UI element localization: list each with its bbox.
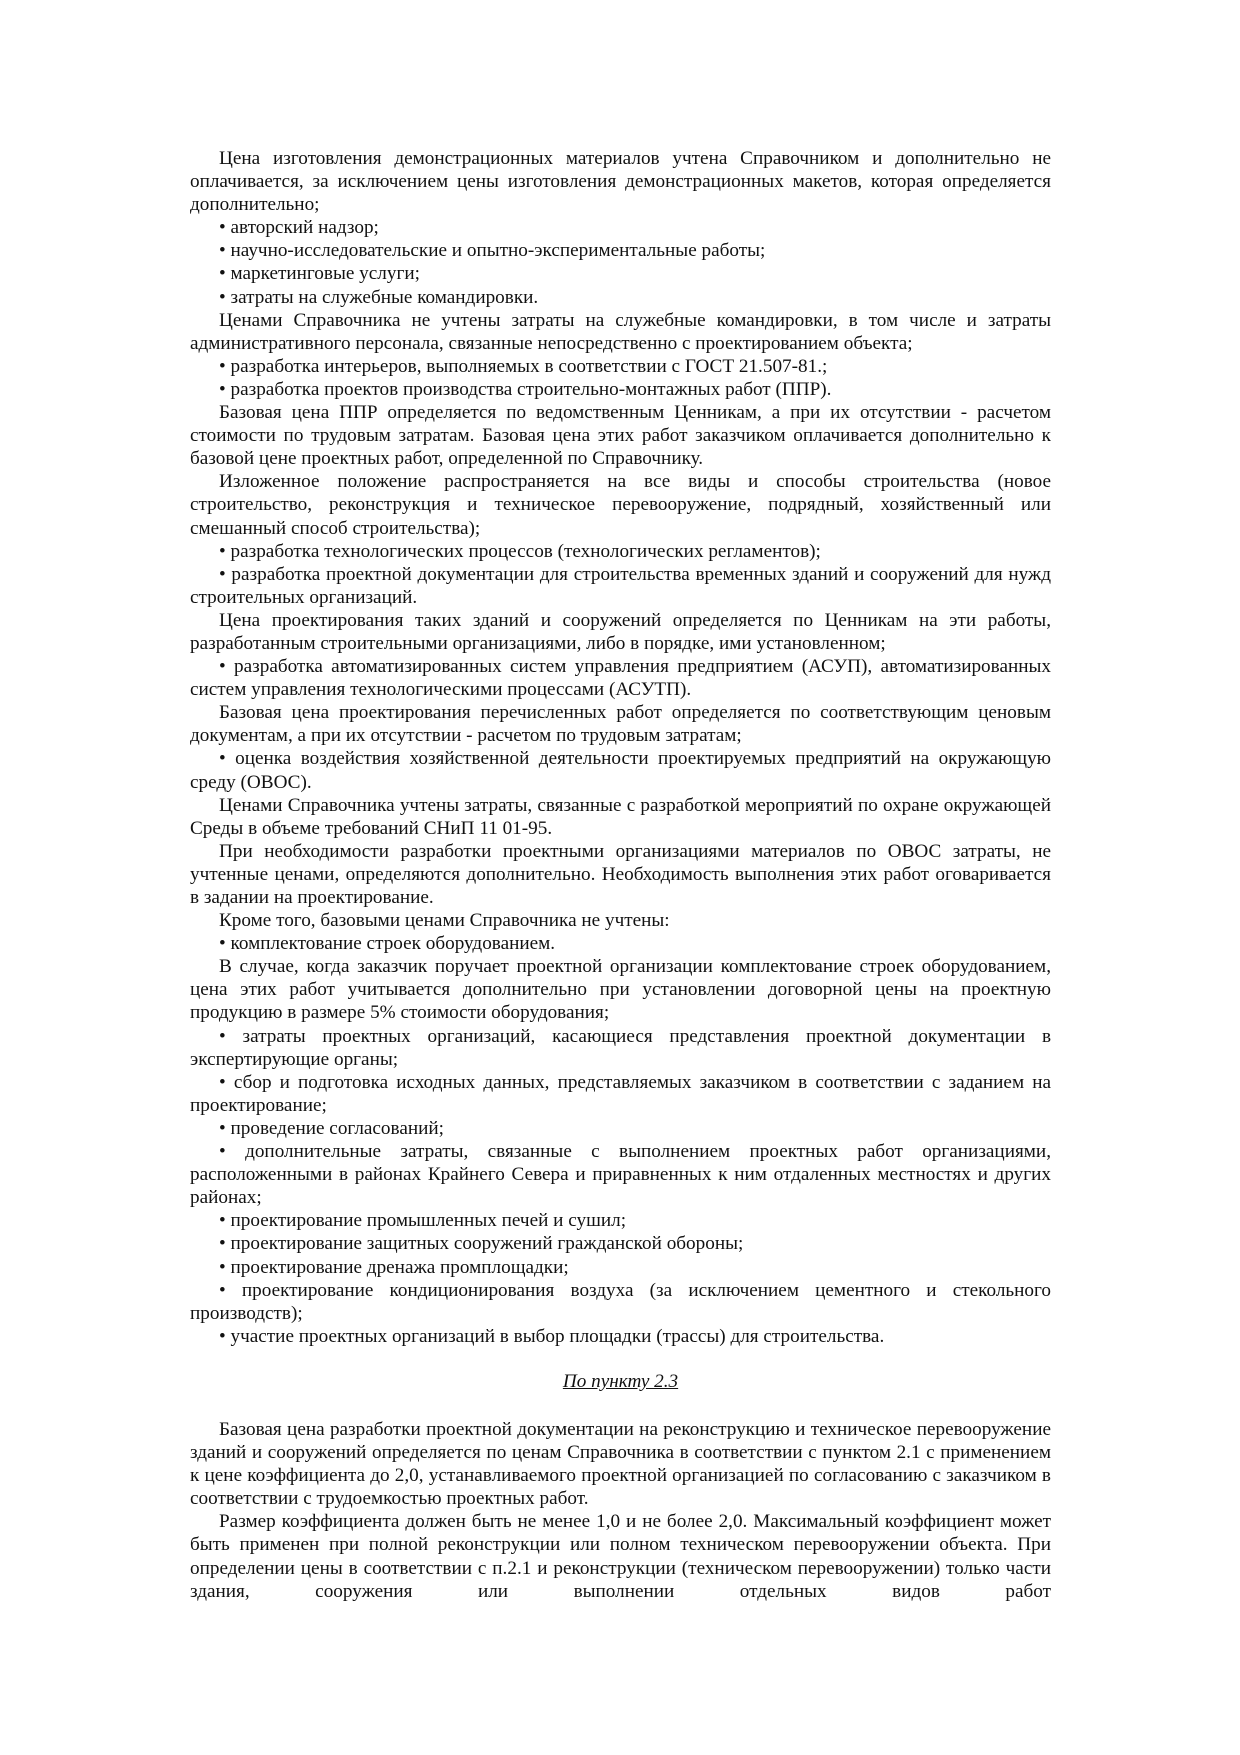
- list-item: • проектирование кондиционирования воздуха (за исключением цементного и стекольного производств);: [190, 1279, 1051, 1324]
- list-item: • сбор и подготовка исходных данных, представляемых заказчиком в соответствии с заданием на проектирование;: [190, 1071, 1051, 1116]
- paragraph-block-top: [190, 147, 1051, 1348]
- list-item: • дополнительные затраты, связанные с выполнением проектных работ организациями, расположенными в районах Крайнего Севера и приравненных к ним отдаленных местностях и других районах;: [190, 1141, 1051, 1209]
- list-item: • проектирование защитных сооружений гражданской обороны;: [219, 1233, 744, 1255]
- list-item: • проектирование промышленных печей и сушил;: [219, 1210, 627, 1232]
- list-item: • оценка воздействия хозяйственной деятельности проектируемых предприятий на окружающую среду (ОВОС).: [190, 748, 1051, 793]
- list-item: • разработка проектной документации для строительства временных зданий и сооружений для нужд строительных организаций.: [190, 563, 1051, 608]
- list-item: • разработка проектов производства строительно-монтажных работ (ППР).: [219, 378, 832, 400]
- list-item: • разработка автоматизированных систем управления предприятием (АСУП), автоматизированных систем управления технологическими процессами (АСУТП).: [190, 656, 1051, 701]
- paragraph: Цена изготовления демонстрационных материалов учтена Справочником и дополнительно не оплачивается, за исключением цены изготовления демонстрационных макетов, которая определяется дополнительно;: [190, 148, 1051, 216]
- list-item: • проведение согласований;: [219, 1117, 444, 1139]
- list-item: • комплектование строек оборудованием.: [219, 933, 556, 955]
- paragraph: Размер коэффициента должен быть не менее 1,0 и не более 2,0. Максимальный коэффициент может быть применен при полной реконструкции или полном техническом перевооружении объекта. При определении цены в соответствии с п.2.1 и реконструкции (техническом перевооружении) только части здания, сооружения или выполнении отдельных видов работ: [190, 1511, 1051, 1602]
- list-item: • разработка технологических процессов (технологических регламентов);: [219, 540, 821, 562]
- paragraph: При необходимости разработки проектными организациями материалов по ОВОС затраты, не учтенные ценами, определяются дополнительно. Необходимость выполнения этих работ оговаривается в задании на проектирование.: [190, 840, 1051, 908]
- paragraph: Ценами Справочника учтены затраты, связанные с разработкой мероприятий по охране окружающей Среды в объеме требований СНиП 11 01-95.: [190, 794, 1051, 839]
- list-item: • авторский надзор;: [219, 217, 379, 239]
- paragraph: Кроме того, базовыми ценами Справочника не учтены:: [219, 910, 670, 932]
- list-item: • проектирование дренажа промплощадки;: [219, 1256, 569, 1278]
- paragraph: Цена проектирования таких зданий и сооружений определяется по Ценникам на эти работы, разработанным строительными организациями, либо в порядке, ими установленном;: [190, 609, 1051, 654]
- list-item: • затраты на служебные командировки.: [219, 286, 539, 308]
- paragraph: Изложенное положение распространяется на все виды и способы строительства (новое строительство, реконструкция и техническое перевооружение, подрядный, хозяйственный или смешанный способ строительства);: [190, 471, 1051, 539]
- document-page: [190, 147, 1051, 1603]
- list-item: • затраты проектных организаций, касающиеся представления проектной документации в экспертирующие органы;: [190, 1025, 1051, 1070]
- list-item: • участие проектных организаций в выбор площадки (трассы) для строительства.: [219, 1325, 885, 1347]
- list-item: • маркетинговые услуги;: [219, 263, 420, 285]
- paragraph: Базовая цена ППР определяется по ведомственным Ценникам, а при их отсутствии - расчетом стоимости по трудовым затратам. Базовая цена этих работ заказчиком оплачивается дополнительно к базовой цене проектных работ, определенной по Справочнику.: [190, 402, 1051, 470]
- paragraph: Базовая цена разработки проектной документации на реконструкцию и техническое перевооружение зданий и сооружений определяется по ценам Справочника в соответствии с пунктом 2.1 с применением к цене коэффициента до 2,0, устанавливаемого проектной организацией по согласованию с заказчиком в соответствии с трудоемкостью проектных работ.: [190, 1418, 1051, 1510]
- paragraph: Ценами Справочника не учтены затраты на служебные командировки, в том числе и затраты административного персонала, связанные непосредственно с проектированием объекта;: [190, 309, 1051, 354]
- list-item: • научно-исследовательские и опытно-экспериментальные работы;: [219, 240, 766, 262]
- paragraph-block-bottom: [190, 1418, 1051, 1603]
- paragraph: В случае, когда заказчик поручает проектной организации комплектование строек оборудованием, цена этих работ учитывается дополнительно при установлении договорной цены на проектную продукцию в размере 5% стоимости оборудования;: [190, 956, 1051, 1024]
- list-item: • разработка интерьеров, выполняемых в соответствии с ГОСТ 21.507-81.;: [219, 355, 828, 377]
- paragraph: Базовая цена проектирования перечисленных работ определяется по соответствующим ценовым документам, а при их отсутствии - расчетом по трудовым затратам;: [190, 702, 1051, 747]
- section-heading: По пункту 2.3: [562, 1370, 679, 1392]
